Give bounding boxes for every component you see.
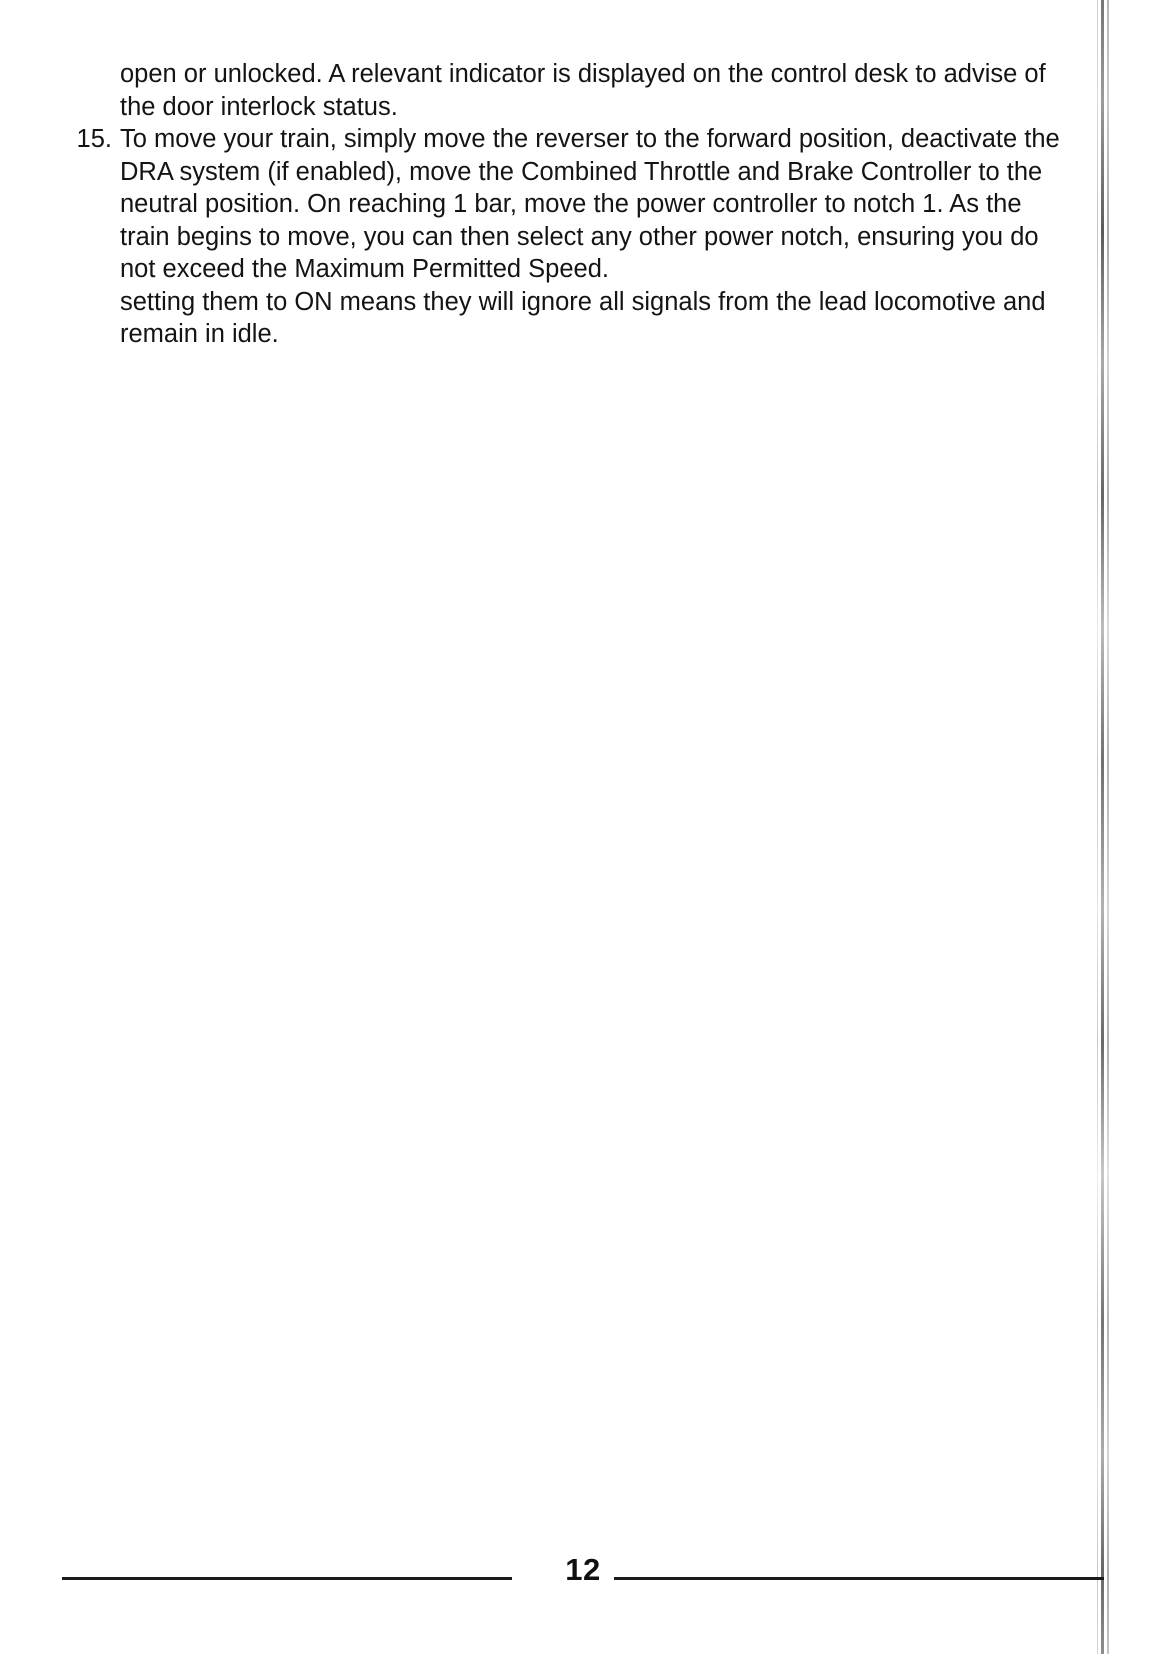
scan-edge-line xyxy=(1107,0,1109,1654)
page-footer xyxy=(0,1552,1166,1602)
paragraph-text: To move your train, simply move the reverser to the forward position, deactivate the DRA system (if enabled), move the Combined Throttle and Brake Controller to the neutral position. On reaching 1 bar, move the power controller to notch 1. As the train begins to move, you can then select any other power notch, ensuring you do not exceed the Maximum Permitted Speed. xyxy=(120,125,1060,283)
scan-edge-line xyxy=(1097,0,1098,1654)
paragraph-text: setting them to ON means they will ignore all signals from the lead locomotive and remain in idle. xyxy=(120,287,1046,348)
footer-rule-right xyxy=(614,1577,1104,1580)
page-number: 12 xyxy=(565,1552,601,1587)
paragraph-item-15 xyxy=(68,123,1068,286)
page-body xyxy=(68,58,1068,351)
scan-binding-edge xyxy=(1094,0,1166,1654)
list-marker: 15. xyxy=(76,125,112,153)
paragraph-trailing xyxy=(68,286,1068,351)
paragraph-continuation xyxy=(68,58,1068,123)
scan-edge-line xyxy=(1101,0,1104,1654)
paragraph-text: open or unlocked. A relevant indicator is displayed on the control desk to advise of the door interlock status. xyxy=(120,60,1046,121)
